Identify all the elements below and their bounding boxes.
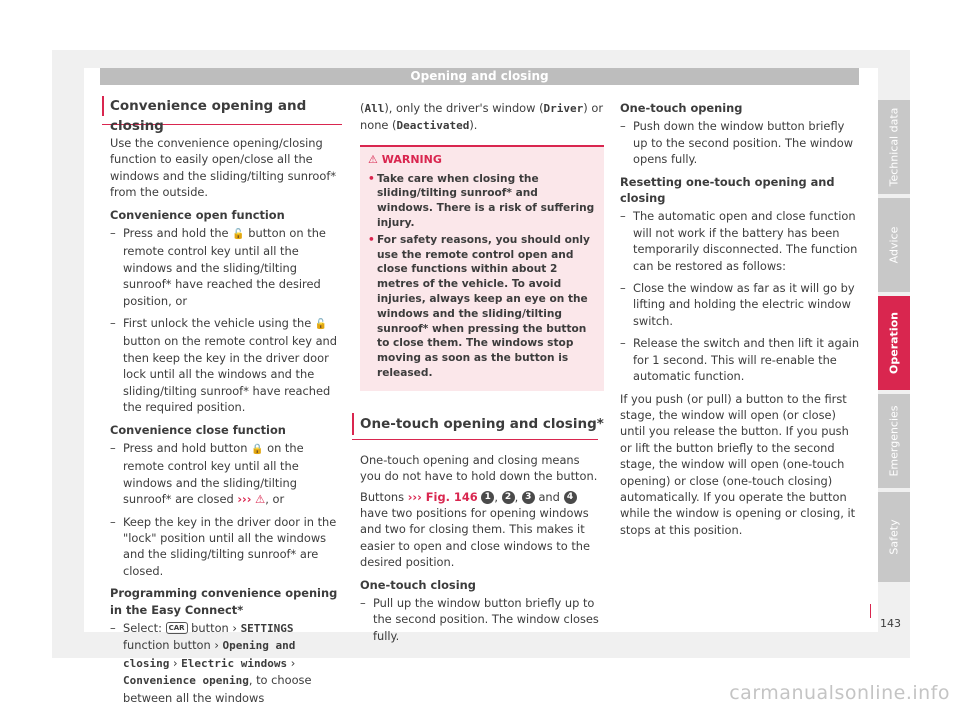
- button-number-4: 4: [564, 491, 577, 504]
- lock-icon: 🔒: [251, 443, 264, 455]
- column-1: [110, 96, 342, 712]
- open-function-heading: Convenience open function: [110, 207, 285, 222]
- list-item: – Press and hold the 🔓 button on the remote control key until all the windows and the sliding/tilting sunroof* have reached the desired position, or: [110, 225, 342, 309]
- warning-icon: ⚠: [368, 152, 382, 166]
- list-item: – Release the switch and then lift it again for 1 second. This will re-enable the automatic function.: [620, 335, 860, 384]
- car-icon: CAR: [166, 622, 188, 634]
- warning-title: ⚠ WARNING: [368, 152, 442, 166]
- list-item: – Close the window as far as it will go by lifting and holding the electric window switch.: [620, 280, 860, 329]
- column-2: [360, 100, 604, 650]
- close-function-heading: Convenience close function: [110, 422, 286, 437]
- section-title: One-touch opening and closing*: [352, 413, 604, 435]
- tab-advice[interactable]: Advice: [878, 198, 910, 292]
- tab-safety[interactable]: Safety: [878, 492, 910, 582]
- warning-icon: ⚠: [255, 492, 266, 507]
- button-number-3: 3: [522, 491, 535, 504]
- continued-text: (All), only the driver's window (Driver) or none (Deactivated).: [360, 101, 603, 133]
- title-underline: [352, 439, 598, 440]
- list-item: – The automatic open and close function will not work if the battery has been temporarily disconnected. The function can be restored as follows:: [620, 208, 860, 274]
- list-item: – Push down the window button briefly up to the second position. The window opens fully.: [620, 118, 860, 167]
- watermark: carmanualsonline.info: [729, 682, 950, 704]
- list-item: – Pull up the window button briefly up to the second position. The window closes fully.: [360, 595, 604, 644]
- button-number-1: 1: [481, 491, 494, 504]
- list-item: – First unlock the vehicle using the 🔓 button on the remote control key and then keep the key in the driver door lock until all the windows and the sliding/tilting sunroof* have reached the required position.: [110, 315, 342, 415]
- column-3: [620, 100, 860, 542]
- paragraph: One-touch opening and closing means you do not have to hold down the button.: [360, 452, 598, 484]
- figure-reference[interactable]: ››› Fig. 146: [407, 489, 478, 504]
- button-number-2: 2: [502, 491, 515, 504]
- list-item: – Keep the key in the driver door in the "lock" position until all the windows and the sliding/tilting sunroof* are closed.: [110, 514, 342, 580]
- paragraph: If you push (or pull) a button to the first stage, the window will open (or close) until you release the button. If you push or lift the button briefly to the second stage, the window will open (one-touch opening) or close (one-touch closing) automatically. If you operate the button while the window is opening or closing, it stops at this position.: [620, 391, 856, 537]
- unlock-icon: 🔓: [314, 319, 328, 331]
- resetting-heading: Resetting one-touch opening and closing: [620, 174, 835, 206]
- list-item: – Select: CAR button › SETTINGS function button › Opening and closing › Electric windows › Convenience opening, to choose between all the windows: [110, 620, 342, 706]
- one-touch-opening-heading: One-touch opening: [620, 101, 743, 115]
- page-number: 143: [880, 617, 901, 630]
- one-touch-closing-heading: One-touch closing: [360, 577, 476, 592]
- tab-technical-data[interactable]: Technical data: [878, 100, 910, 194]
- reference-arrow[interactable]: ›››: [237, 492, 252, 507]
- tab-emergencies[interactable]: Emergencies: [878, 394, 910, 488]
- warning-box: [360, 145, 604, 391]
- unlock-icon: 🔓: [232, 229, 245, 241]
- tab-operation[interactable]: Operation: [878, 296, 910, 390]
- paragraph: Buttons ››› Fig. 146 1 , 2 , 3 and 4 have two positions for opening windows and two for closing them. This makes it easier to open and close windows to the desired position.: [360, 489, 591, 570]
- programming-heading: Programming convenience opening in the Easy Connect*: [110, 586, 338, 617]
- warning-item: • For safety reasons, you should only use the remote control open and close functions within about 2 metres of the vehicle. To avoid injuries, always keep an eye on the windows and the sliding/tilting sunroof* when pressing the button to close them. The windows stop moving as soon as the button is released.: [368, 233, 596, 381]
- intro-text: Use the convenience opening/closing function to easily open/close all the windows and the sliding/tilting sunroof* from the outside.: [110, 136, 337, 200]
- page-number-rule: [870, 604, 911, 618]
- warning-item: • Take care when closing the sliding/tilting sunroof* and windows. There is a risk of suffering injury.: [368, 172, 596, 231]
- section-title: Convenience opening and closing: [102, 96, 342, 116]
- chapter-header: Opening and closing: [100, 68, 859, 85]
- list-item: – Press and hold button 🔒 on the remote control key until all the windows and the sliding/tilting sunroof* are closed ››› ⚠, or: [110, 440, 342, 508]
